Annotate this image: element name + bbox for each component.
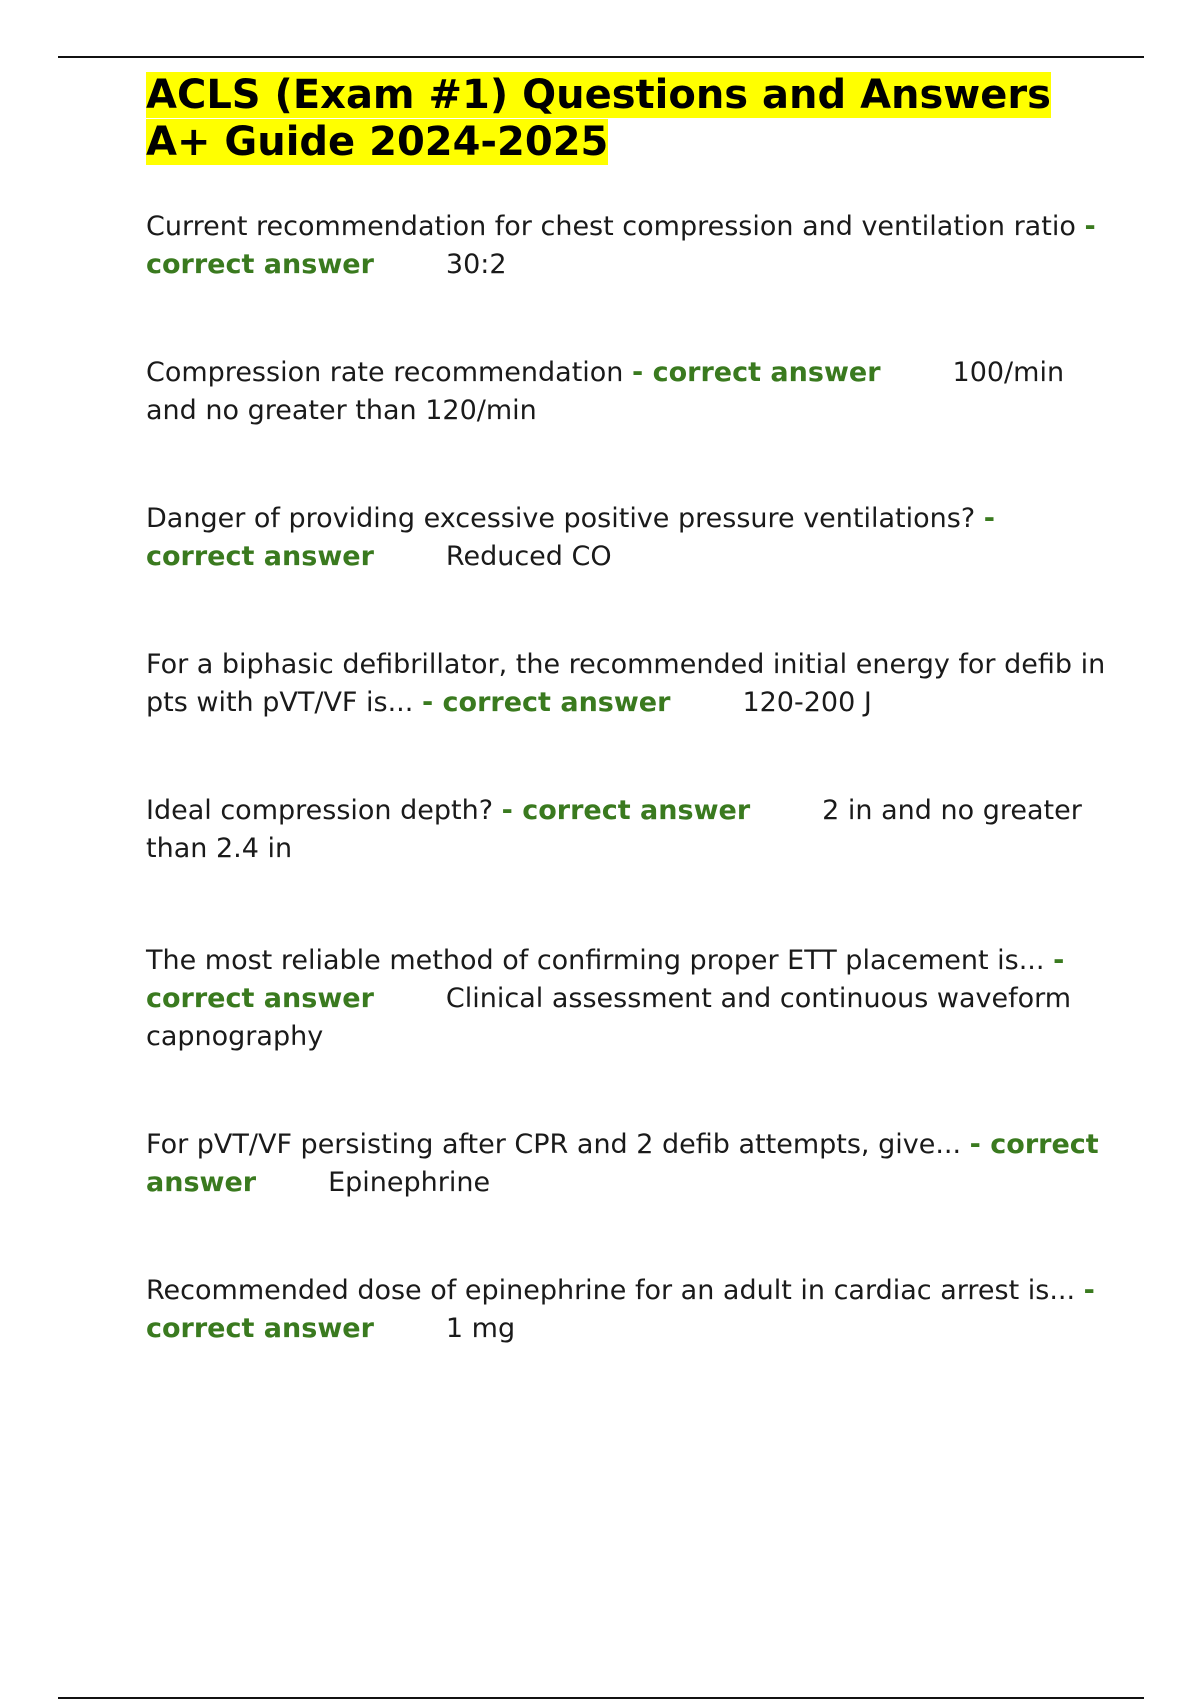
question-text: Danger of providing excessive positive pressure ventilations?	[146, 503, 976, 534]
correct-answer-marker: - correct answer	[632, 357, 881, 388]
correct-answer-marker: - correct answer	[146, 1129, 1099, 1198]
qa-item	[146, 942, 1106, 1056]
qa-item	[146, 1272, 1106, 1348]
qa-item	[146, 1126, 1106, 1202]
document-body	[146, 72, 1106, 1418]
answer-text: 1 mg	[445, 1313, 516, 1344]
correct-answer-marker: - correct answer	[146, 503, 995, 572]
answer-text: Clinical assessment and continuous waveform capnography	[146, 983, 1072, 1052]
qa-list	[146, 208, 1106, 1348]
question-text: The most reliable method of confirming proper ETT placement is...	[146, 945, 1045, 976]
question-text: Recommended dose of epinephrine for an adult in cardiac arrest is...	[146, 1275, 1076, 1306]
correct-answer-marker: - correct answer	[146, 1275, 1095, 1344]
document-title	[146, 72, 1106, 166]
title-line-2: A+ Guide 2024-2025	[146, 119, 609, 165]
bottom-rule	[58, 1697, 1144, 1699]
answer-text: 30:2	[445, 249, 507, 280]
answer-text: Reduced CO	[445, 541, 612, 572]
title-line-1: ACLS (Exam #1) Questions and Answers	[146, 72, 1051, 118]
question-text: Compression rate recommendation	[146, 357, 624, 388]
qa-item	[146, 646, 1106, 722]
qa-item	[146, 354, 1106, 430]
question-text: For a biphasic defibrillator, the recommended initial energy for defib in pts with pVT/VF is...	[146, 649, 1106, 718]
correct-answer-marker: - correct answer	[421, 687, 671, 718]
qa-item	[146, 500, 1106, 576]
question-text: For pVT/VF persisting after CPR and 2 defib attempts, give...	[146, 1129, 962, 1160]
correct-answer-marker: - correct answer	[146, 211, 1096, 280]
qa-item	[146, 208, 1106, 284]
answer-text: 100/min and no greater than 120/min	[146, 357, 1065, 426]
correct-answer-marker: - correct answer	[146, 945, 1065, 1014]
qa-item	[146, 792, 1106, 868]
correct-answer-marker: - correct answer	[501, 795, 751, 826]
top-rule	[58, 56, 1144, 58]
answer-text: 2 in and no greater than 2.4 in	[146, 795, 1082, 864]
question-text: Current recommendation for chest compression and ventilation ratio	[146, 211, 1076, 242]
question-text: Ideal compression depth?	[146, 795, 494, 826]
answer-text: Epinephrine	[328, 1167, 491, 1198]
answer-text: 120-200 J	[742, 687, 872, 718]
